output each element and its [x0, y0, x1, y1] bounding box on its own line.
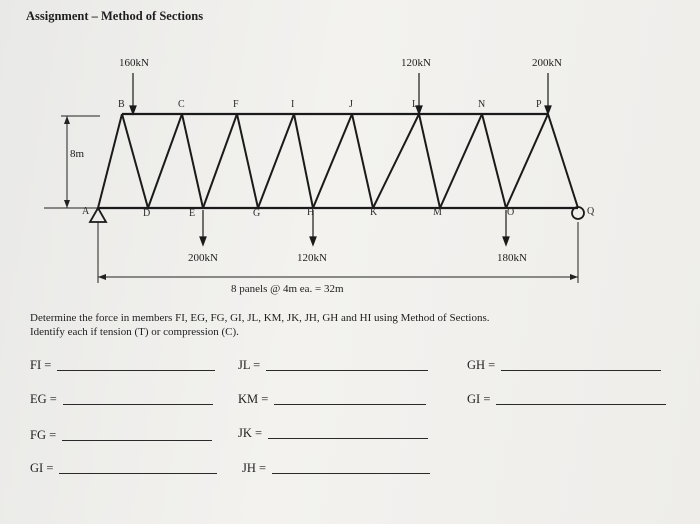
member-ce	[182, 114, 203, 208]
answer-blank-jh[interactable]	[272, 473, 430, 474]
answer-blank-gi-2[interactable]	[496, 404, 666, 405]
member-lm	[419, 114, 440, 208]
node-label-j: J	[349, 99, 353, 110]
load-arrow-h-head	[310, 237, 316, 245]
member-gi	[258, 114, 294, 208]
node-label-h: H	[307, 207, 315, 218]
answer-label-jh: JH =	[242, 461, 267, 475]
answer-row-jl	[238, 358, 428, 373]
load-arrow-b-head	[130, 106, 136, 114]
answer-blank-km[interactable]	[274, 404, 426, 405]
node-label-b: B	[118, 99, 125, 110]
answer-row-eg	[30, 392, 213, 407]
height-arrow-top	[64, 116, 70, 124]
problem-statement	[30, 311, 650, 339]
answer-label-gi: GI =	[30, 461, 54, 475]
member-ef	[203, 114, 237, 208]
answer-blank-fi[interactable]	[57, 370, 215, 371]
load-label-l: 120kN	[401, 57, 431, 69]
member-bd	[122, 114, 148, 208]
span-label: 8 panels @ 4m ea. = 32m	[231, 283, 344, 295]
member-ih	[294, 114, 313, 208]
node-label-i: I	[291, 99, 295, 110]
load-label-b: 160kN	[119, 57, 149, 69]
load-label-p: 200kN	[532, 57, 562, 69]
load-arrow-e-head	[200, 237, 206, 245]
answer-label-eg: EG =	[30, 392, 57, 406]
node-label-p: P	[536, 99, 542, 110]
answer-blank-fg[interactable]	[62, 440, 212, 441]
answer-label-fi: FI =	[30, 358, 52, 372]
answer-blank-jk[interactable]	[268, 438, 428, 439]
assignment-title: Assignment – Method of Sections	[26, 9, 204, 23]
height-label: 8m	[70, 148, 85, 160]
node-label-o: O	[507, 207, 515, 218]
member-ab	[98, 114, 122, 208]
answer-label-gh: GH =	[467, 358, 496, 372]
answer-row-gi-2	[467, 392, 666, 407]
load-label-o: 180kN	[497, 252, 527, 264]
answer-label-jk: JK =	[238, 426, 263, 440]
answer-blank-jl[interactable]	[266, 370, 428, 371]
member-kl	[373, 114, 419, 208]
member-pq	[548, 114, 578, 208]
problem-statement-line-2: Identify each if tension (T) or compression (C).	[30, 326, 239, 338]
node-label-q: Q	[587, 206, 595, 217]
node-label-k: K	[370, 207, 378, 218]
answer-label-fg: FG =	[30, 428, 57, 442]
answer-row-gi	[30, 461, 217, 476]
member-jk	[352, 114, 373, 208]
problem-statement-line-1: Determine the force in members FI, EG, FG, GI, JL, KM, JK, JH, GH and HI using Method of Sections.	[30, 312, 490, 324]
member-op	[506, 114, 548, 208]
member-no	[482, 114, 506, 208]
answer-row-fg	[30, 428, 212, 443]
node-label-a: A	[82, 206, 90, 217]
pin-support-a	[90, 208, 106, 222]
member-fg	[237, 114, 258, 208]
height-arrow-bottom	[64, 200, 70, 208]
load-label-h: 120kN	[297, 252, 327, 264]
answer-label-jl: JL =	[238, 358, 261, 372]
node-label-g: G	[253, 208, 261, 219]
node-label-c: C	[178, 99, 185, 110]
node-label-m: M	[433, 207, 442, 218]
member-mn	[440, 114, 482, 208]
answer-row-jh	[242, 461, 430, 476]
member-hj	[313, 114, 352, 208]
node-label-n: N	[478, 99, 486, 110]
answer-row-km	[238, 392, 426, 407]
node-label-d: D	[143, 208, 151, 219]
span-arrow-left	[98, 274, 106, 280]
answer-label-km: KM =	[238, 392, 269, 406]
load-arrow-p-head	[545, 106, 551, 114]
load-label-e: 200kN	[188, 252, 218, 264]
answer-blank-gi[interactable]	[59, 473, 217, 474]
load-arrow-o-head	[503, 237, 509, 245]
answer-blank-eg[interactable]	[63, 404, 213, 405]
node-label-e: E	[189, 208, 196, 219]
node-label-f: F	[233, 99, 239, 110]
answer-row-jk	[238, 426, 428, 441]
answer-blank-gh[interactable]	[501, 370, 661, 371]
member-dc	[148, 114, 182, 208]
span-arrow-right	[570, 274, 578, 280]
answer-label-gi-2: GI =	[467, 392, 491, 406]
node-label-l: L	[412, 99, 419, 110]
web-members	[98, 114, 578, 208]
answer-row-gh	[467, 358, 661, 373]
answer-row-fi	[30, 358, 215, 373]
